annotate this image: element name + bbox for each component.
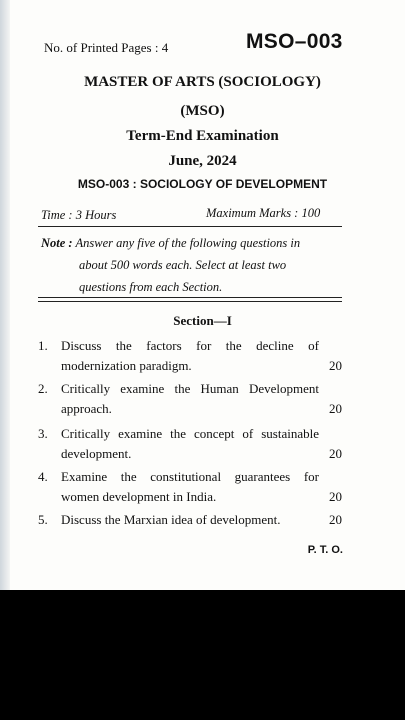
note-line-3: questions from each Section.	[79, 280, 223, 294]
question-text-cont: modernization paradigm.	[61, 358, 192, 373]
instructions-note	[41, 232, 300, 298]
question-item	[38, 424, 342, 464]
question-marks: 20	[329, 358, 342, 373]
note-line-2: about 500 words each. Select at least two	[79, 258, 287, 272]
question-text: Discuss the Marxian idea of development.	[61, 512, 281, 527]
question-number: 1.	[38, 338, 48, 353]
question-number: 3.	[38, 426, 48, 441]
question-text: Discuss the factors for the decline of	[61, 338, 319, 353]
question-number: 4.	[38, 469, 48, 484]
question-text: Examine the constitutional guarantees for	[61, 469, 319, 484]
question-text: Critically examine the Human Development	[61, 381, 319, 396]
question-number: 2.	[38, 381, 48, 396]
question-marks: 20	[329, 401, 342, 416]
question-item	[38, 379, 342, 419]
course-title: MSO-003 : SOCIOLOGY OF DEVELOPMENT	[77, 177, 328, 191]
question-text-cont: development.	[61, 446, 132, 461]
maximum-marks: Maximum Marks : 100	[206, 206, 321, 220]
question-marks: 20	[329, 446, 342, 461]
question-marks: 20	[329, 512, 342, 527]
note-line-1: Answer any five of the following questions in	[75, 236, 301, 250]
note-label: Note :	[41, 236, 73, 250]
question-marks: 20	[329, 489, 342, 504]
programme-title: MASTER OF ARTS (SOCIOLOGY)	[84, 74, 321, 90]
divider-line	[38, 226, 342, 227]
exam-title: Term-End Examination	[126, 128, 279, 144]
question-text-cont: approach.	[61, 401, 112, 416]
please-turn-over: P. T. O.	[307, 544, 343, 556]
section-heading: Section—I	[173, 313, 232, 328]
question-text-cont: women development in India.	[61, 489, 217, 504]
question-number: 5.	[38, 512, 48, 527]
question-item	[38, 336, 342, 376]
divider-line	[38, 301, 342, 302]
printed-pages-label: No. of Printed Pages : 4	[44, 40, 169, 55]
divider-line	[38, 297, 342, 298]
black-background	[0, 590, 405, 720]
time-allowed: Time : 3 Hours	[41, 208, 117, 222]
question-text: Critically examine the concept of sustainable	[61, 426, 319, 441]
question-item	[38, 467, 342, 507]
question-item	[38, 510, 342, 530]
exam-session: June, 2024	[168, 153, 237, 169]
programme-short: (MSO)	[180, 103, 225, 119]
course-code: MSO–003	[246, 30, 343, 53]
